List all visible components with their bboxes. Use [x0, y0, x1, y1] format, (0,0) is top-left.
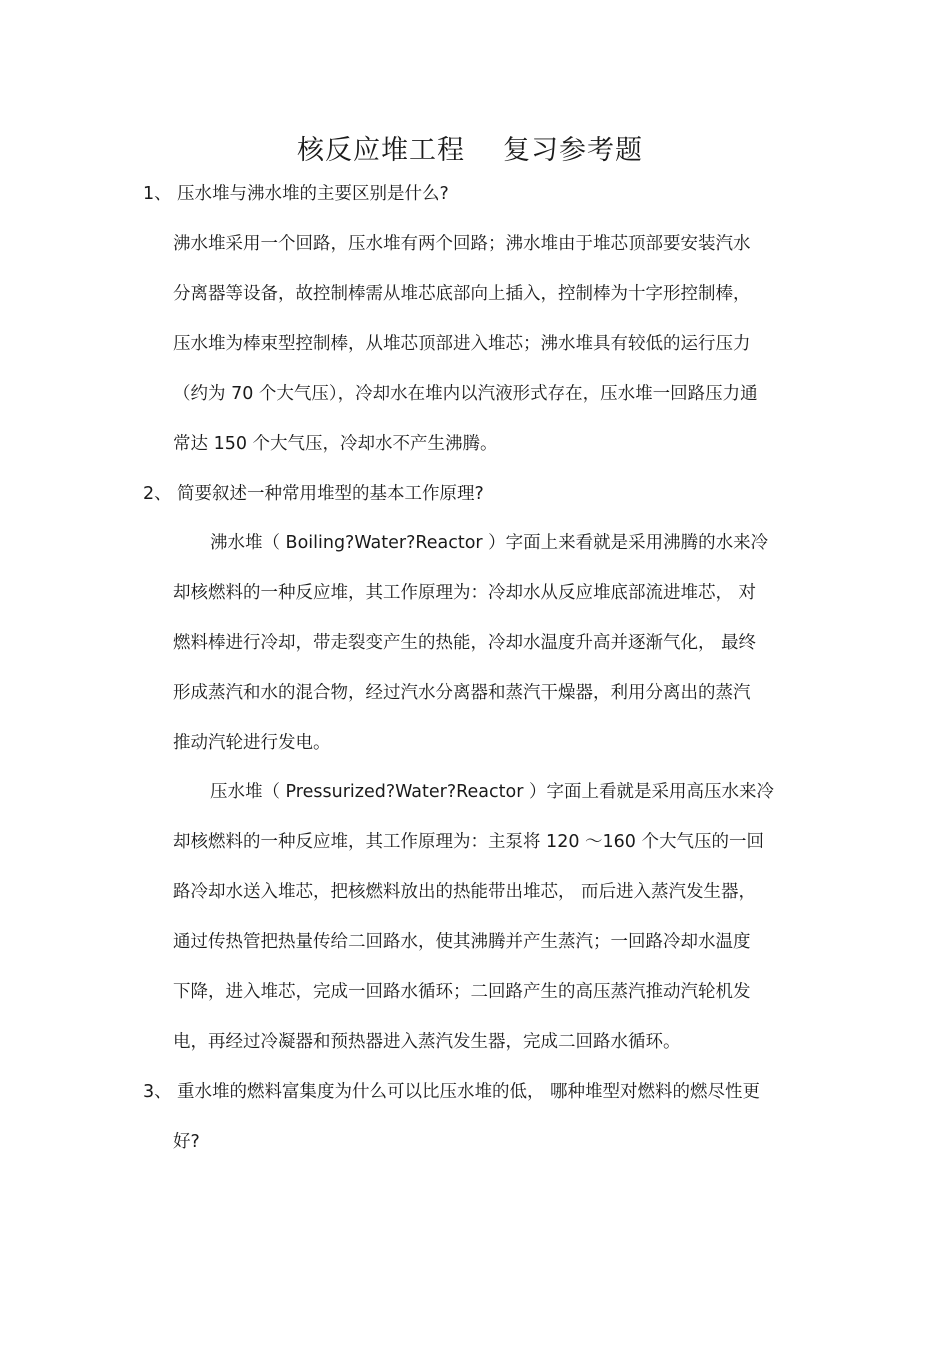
answer-1-line-5: 常达 150 个大气压，冷却水不产生沸腾。: [173, 434, 498, 454]
pwr-line-6: 电，再经过冷凝器和预热器进入蒸汽发生器，完成二回路水循环。: [173, 1032, 681, 1052]
bwr-line-4: 形成蒸汽和水的混合物，经过汽水分离器和蒸汽干燥器，利用分离出的蒸汽: [173, 683, 751, 703]
question-1: [143, 182, 449, 206]
bwr-line-5: 推动汽轮进行发电。: [173, 733, 331, 753]
answer-1-line-2: 分离器等设备，故控制棒需从堆芯底部向上插入，控制棒为十字形控制棒，: [173, 284, 751, 304]
pwr-line-5: 下降，进入堆芯，完成一回路水循环；二回路产生的高压蒸汽推动汽轮机发: [173, 982, 751, 1002]
question-3: [143, 1080, 760, 1104]
question-number: 1、: [143, 184, 172, 204]
pwr-line-3: 路冷却水送入堆芯，把核燃料放出的热能带出堆芯， 而后进入蒸汽发生器，: [173, 882, 757, 902]
document-title: [0, 128, 940, 167]
question-text: 重水堆的燃料富集度为什么可以比压水堆的低， 哪种堆型对燃料的燃尽性更: [177, 1082, 761, 1102]
question-number: 2、: [143, 484, 172, 504]
question-text: 压水堆与沸水堆的主要区别是什么?: [177, 184, 449, 204]
answer-1-line-3: 压水堆为棒束型控制棒，从堆芯顶部进入堆芯；沸水堆具有较低的运行压力: [173, 334, 751, 354]
question-3-continuation: 好?: [173, 1132, 200, 1152]
question-2: [143, 482, 484, 506]
title-part-2: 复习参考题: [503, 135, 643, 166]
bwr-line-2: 却核燃料的一种反应堆，其工作原理为：冷却水从反应堆底部流进堆芯， 对: [173, 583, 757, 603]
pwr-line-2: 却核燃料的一种反应堆，其工作原理为：主泵将 120 ～160 个大气压的一回: [173, 832, 764, 852]
bwr-line-3: 燃料棒进行冷却，带走裂变产生的热能，冷却水温度升高并逐渐气化， 最终: [173, 633, 757, 653]
pwr-line-1: 压水堆（ Pressurized?Water?Reactor ）字面上看就是采用高压水来冷: [210, 782, 774, 802]
question-text: 简要叙述一种常用堆型的基本工作原理?: [177, 484, 484, 504]
bwr-line-1: 沸水堆（ Boiling?Water?Reactor ）字面上来看就是采用沸腾的水来冷: [210, 533, 769, 553]
title-part-1: 核反应堆工程: [297, 135, 465, 166]
question-number: 3、: [143, 1082, 172, 1102]
answer-1-line-1: 沸水堆采用一个回路，压水堆有两个回路；沸水堆由于堆芯顶部要安装汽水: [173, 234, 751, 254]
pwr-line-4: 通过传热管把热量传给二回路水，使其沸腾并产生蒸汽；一回路冷却水温度: [173, 932, 751, 952]
answer-1-line-4: （约为 70 个大气压），冷却水在堆内以汽液形式存在，压水堆一回路压力通: [173, 384, 758, 404]
